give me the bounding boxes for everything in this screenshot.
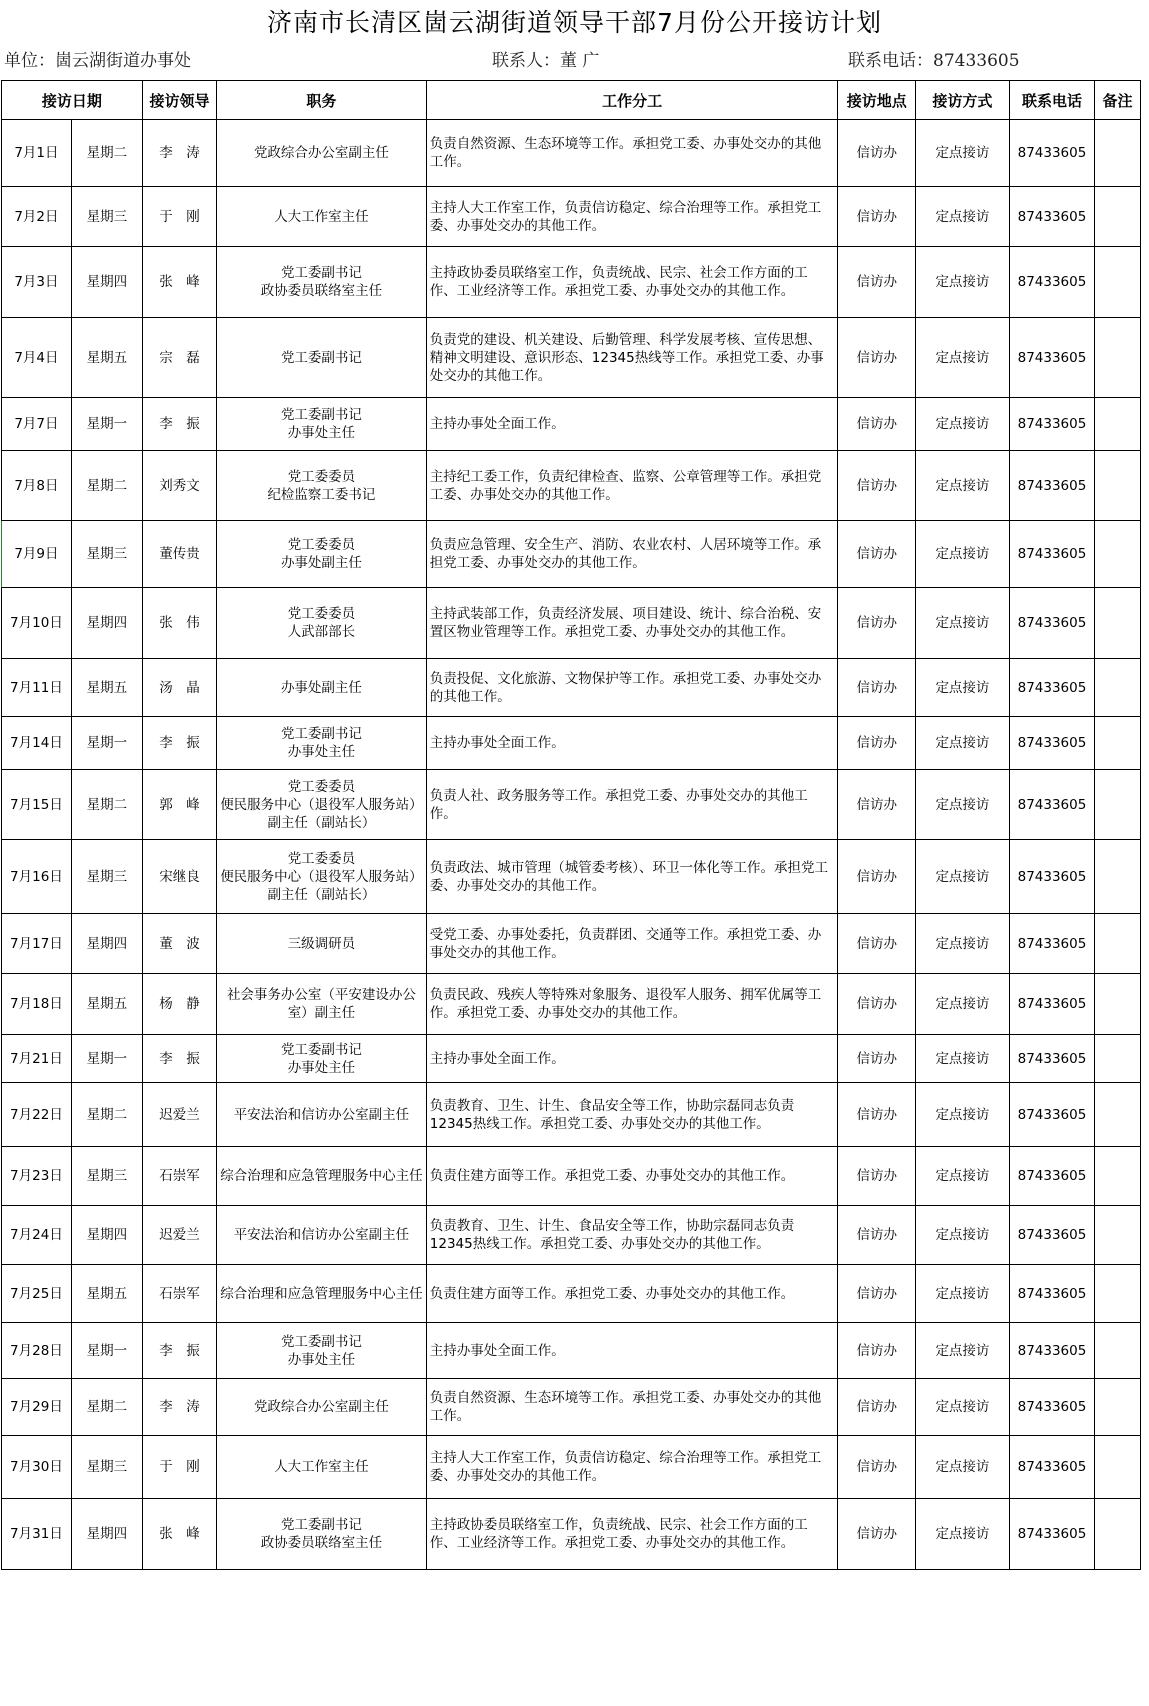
date-cell: 7月23日 bbox=[2, 1147, 72, 1206]
leader-cell: 杨 静 bbox=[142, 974, 216, 1035]
date-cell: 7月25日 bbox=[2, 1265, 72, 1323]
note-cell bbox=[1095, 398, 1141, 451]
phone-cell: 87433605 bbox=[1009, 1436, 1094, 1499]
position-cell: 平安法治和信访办公室副主任 bbox=[217, 1206, 427, 1265]
phone-cell: 87433605 bbox=[1009, 840, 1094, 914]
table-row bbox=[2, 318, 1141, 398]
date-cell: 7月16日 bbox=[2, 840, 72, 914]
table-row bbox=[2, 588, 1141, 659]
date-cell: 7月3日 bbox=[2, 247, 72, 318]
place-cell: 信访办 bbox=[838, 1206, 916, 1265]
note-cell bbox=[1095, 521, 1141, 588]
date-cell: 7月11日 bbox=[2, 659, 72, 717]
position-cell: 人大工作室主任 bbox=[217, 187, 427, 247]
weekday-cell: 星期五 bbox=[71, 318, 142, 398]
weekday-cell: 星期一 bbox=[71, 1323, 142, 1379]
weekday-cell: 星期三 bbox=[71, 1147, 142, 1206]
weekday-cell: 星期五 bbox=[71, 1265, 142, 1323]
table-row bbox=[2, 187, 1141, 247]
note-cell bbox=[1095, 1083, 1141, 1147]
method-cell: 定点接访 bbox=[915, 120, 1009, 187]
leader-cell: 董传贵 bbox=[142, 521, 216, 588]
leader-cell: 宗 磊 bbox=[142, 318, 216, 398]
phone-cell: 87433605 bbox=[1009, 318, 1094, 398]
note-cell bbox=[1095, 840, 1141, 914]
leader-cell: 刘秀文 bbox=[142, 451, 216, 521]
place-cell: 信访办 bbox=[838, 1265, 916, 1323]
phone-cell: 87433605 bbox=[1009, 974, 1094, 1035]
phone-cell: 87433605 bbox=[1009, 521, 1094, 588]
method-cell: 定点接访 bbox=[915, 1323, 1009, 1379]
note-cell bbox=[1095, 1379, 1141, 1436]
position-cell: 党工委委员 人武部部长 bbox=[217, 588, 427, 659]
duty-cell: 负责应急管理、安全生产、消防、农业农村、人居环境等工作。承担党工委、办事处交办的其他工作。 bbox=[426, 521, 838, 588]
table-row bbox=[2, 974, 1141, 1035]
place-cell: 信访办 bbox=[838, 717, 916, 770]
table-row bbox=[2, 717, 1141, 770]
weekday-cell: 星期五 bbox=[71, 974, 142, 1035]
duty-cell: 负责教育、卫生、计生、食品安全等工作，协助宗磊同志负责12345热线工作。承担党工委、办事处交办的其他工作。 bbox=[426, 1206, 838, 1265]
duty-cell: 主持政协委员联络室工作，负责统战、民宗、社会工作方面的工作、工业经济等工作。承担党工委、办事处交办的其他工作。 bbox=[426, 1499, 838, 1570]
method-cell: 定点接访 bbox=[915, 1499, 1009, 1570]
note-cell bbox=[1095, 187, 1141, 247]
duty-cell: 主持办事处全面工作。 bbox=[426, 398, 838, 451]
weekday-cell: 星期四 bbox=[71, 247, 142, 318]
duty-cell: 负责投促、文化旅游、文物保护等工作。承担党工委、办事处交办的其他工作。 bbox=[426, 659, 838, 717]
weekday-cell: 星期二 bbox=[71, 1083, 142, 1147]
duty-cell: 负责教育、卫生、计生、食品安全等工作，协助宗磊同志负责12345热线工作。承担党工委、办事处交办的其他工作。 bbox=[426, 1083, 838, 1147]
header-method: 接访方式 bbox=[915, 81, 1009, 120]
table-row bbox=[2, 398, 1141, 451]
date-cell: 7月14日 bbox=[2, 717, 72, 770]
duty-cell: 负责党的建设、机关建设、后勤管理、科学发展考核、宣传思想、精神文明建设、意识形态、12345热线等工作。承担党工委、办事处交办的其他工作。 bbox=[426, 318, 838, 398]
method-cell: 定点接访 bbox=[915, 1436, 1009, 1499]
note-cell bbox=[1095, 717, 1141, 770]
method-cell: 定点接访 bbox=[915, 914, 1009, 974]
place-cell: 信访办 bbox=[838, 318, 916, 398]
date-cell: 7月24日 bbox=[2, 1206, 72, 1265]
place-cell: 信访办 bbox=[838, 840, 916, 914]
position-cell: 党工委副书记 办事处主任 bbox=[217, 1323, 427, 1379]
phone-cell: 87433605 bbox=[1009, 1147, 1094, 1206]
table-row bbox=[2, 914, 1141, 974]
phone-cell: 87433605 bbox=[1009, 187, 1094, 247]
phone-cell: 87433605 bbox=[1009, 914, 1094, 974]
position-cell: 人大工作室主任 bbox=[217, 1436, 427, 1499]
table-header-row bbox=[2, 81, 1141, 120]
weekday-cell: 星期五 bbox=[71, 659, 142, 717]
table-row bbox=[2, 1379, 1141, 1436]
position-cell: 党政综合办公室副主任 bbox=[217, 120, 427, 187]
method-cell: 定点接访 bbox=[915, 770, 1009, 840]
duty-cell: 主持办事处全面工作。 bbox=[426, 717, 838, 770]
table-row bbox=[2, 247, 1141, 318]
table-row bbox=[2, 451, 1141, 521]
weekday-cell: 星期三 bbox=[71, 521, 142, 588]
date-cell: 7月29日 bbox=[2, 1379, 72, 1436]
method-cell: 定点接访 bbox=[915, 840, 1009, 914]
reception-schedule-table bbox=[1, 80, 1141, 1570]
leader-cell: 于 刚 bbox=[142, 187, 216, 247]
leader-cell: 李 振 bbox=[142, 1323, 216, 1379]
date-cell: 7月28日 bbox=[2, 1323, 72, 1379]
position-cell: 党工委副书记 bbox=[217, 318, 427, 398]
position-cell: 党政综合办公室副主任 bbox=[217, 1379, 427, 1436]
table-row bbox=[2, 521, 1141, 588]
leader-cell: 李 振 bbox=[142, 717, 216, 770]
place-cell: 信访办 bbox=[838, 521, 916, 588]
date-cell: 7月8日 bbox=[2, 451, 72, 521]
place-cell: 信访办 bbox=[838, 187, 916, 247]
note-cell bbox=[1095, 1206, 1141, 1265]
phone-cell: 87433605 bbox=[1009, 588, 1094, 659]
place-cell: 信访办 bbox=[838, 1035, 916, 1083]
place-cell: 信访办 bbox=[838, 451, 916, 521]
method-cell: 定点接访 bbox=[915, 1147, 1009, 1206]
weekday-cell: 星期一 bbox=[71, 398, 142, 451]
phone-cell: 87433605 bbox=[1009, 659, 1094, 717]
table-row bbox=[2, 1035, 1141, 1083]
place-cell: 信访办 bbox=[838, 1499, 916, 1570]
leader-cell: 李 振 bbox=[142, 398, 216, 451]
weekday-cell: 星期三 bbox=[71, 187, 142, 247]
weekday-cell: 星期一 bbox=[71, 717, 142, 770]
contact-phone: 联系电话：87433605 bbox=[848, 51, 1020, 71]
table-row bbox=[2, 659, 1141, 717]
header-place: 接访地点 bbox=[838, 81, 916, 120]
table-row bbox=[2, 840, 1141, 914]
weekday-cell: 星期三 bbox=[71, 840, 142, 914]
method-cell: 定点接访 bbox=[915, 451, 1009, 521]
leader-cell: 李 振 bbox=[142, 1035, 216, 1083]
leader-cell: 张 峰 bbox=[142, 1499, 216, 1570]
place-cell: 信访办 bbox=[838, 974, 916, 1035]
duty-cell: 受党工委、办事处委托，负责群团、交通等工作。承担党工委、办事处交办的其他工作。 bbox=[426, 914, 838, 974]
position-cell: 社会事务办公室（平安建设办公室）副主任 bbox=[217, 974, 427, 1035]
phone-cell: 87433605 bbox=[1009, 1499, 1094, 1570]
leader-cell: 李 涛 bbox=[142, 1379, 216, 1436]
note-cell bbox=[1095, 1323, 1141, 1379]
note-cell bbox=[1095, 318, 1141, 398]
weekday-cell: 星期一 bbox=[71, 1035, 142, 1083]
date-cell: 7月21日 bbox=[2, 1035, 72, 1083]
position-cell: 党工委副书记 政协委员联络室主任 bbox=[217, 1499, 427, 1570]
unit-label: 单位：崮云湖街道办事处 bbox=[4, 51, 191, 71]
method-cell: 定点接访 bbox=[915, 187, 1009, 247]
position-cell: 党工委委员 办事处副主任 bbox=[217, 521, 427, 588]
weekday-cell: 星期二 bbox=[71, 120, 142, 187]
note-cell bbox=[1095, 974, 1141, 1035]
note-cell bbox=[1095, 1436, 1141, 1499]
weekday-cell: 星期二 bbox=[71, 770, 142, 840]
duty-cell: 主持纪工委工作，负责纪律检查、监察、公章管理等工作。承担党工委、办事处交办的其他工作。 bbox=[426, 451, 838, 521]
date-cell: 7月9日 bbox=[2, 521, 72, 588]
note-cell bbox=[1095, 659, 1141, 717]
place-cell: 信访办 bbox=[838, 1147, 916, 1206]
date-cell: 7月1日 bbox=[2, 120, 72, 187]
place-cell: 信访办 bbox=[838, 1379, 916, 1436]
place-cell: 信访办 bbox=[838, 398, 916, 451]
place-cell: 信访办 bbox=[838, 247, 916, 318]
date-cell: 7月4日 bbox=[2, 318, 72, 398]
header-phone: 联系电话 bbox=[1009, 81, 1094, 120]
note-cell bbox=[1095, 770, 1141, 840]
phone-cell: 87433605 bbox=[1009, 717, 1094, 770]
leader-cell: 张 峰 bbox=[142, 247, 216, 318]
table-row bbox=[2, 1083, 1141, 1147]
position-cell: 办事处副主任 bbox=[217, 659, 427, 717]
leader-cell: 迟爱兰 bbox=[142, 1083, 216, 1147]
duty-cell: 负责政法、城市管理（城管委考核）、环卫一体化等工作。承担党工委、办事处交办的其他工作。 bbox=[426, 840, 838, 914]
table-row bbox=[2, 1323, 1141, 1379]
position-cell: 党工委委员 便民服务中心（退役军人服务站）副主任（副站长） bbox=[217, 770, 427, 840]
position-cell: 综合治理和应急管理服务中心主任 bbox=[217, 1147, 427, 1206]
leader-cell: 李 涛 bbox=[142, 120, 216, 187]
duty-cell: 主持武装部工作，负责经济发展、项目建设、统计、综合治税、安置区物业管理等工作。承担党工委、办事处交办的其他工作。 bbox=[426, 588, 838, 659]
header-duty: 工作分工 bbox=[426, 81, 838, 120]
position-cell: 党工委副书记 政协委员联络室主任 bbox=[217, 247, 427, 318]
phone-cell: 87433605 bbox=[1009, 1323, 1094, 1379]
phone-cell: 87433605 bbox=[1009, 1379, 1094, 1436]
header-note: 备注 bbox=[1095, 81, 1141, 120]
position-cell: 党工委副书记 办事处主任 bbox=[217, 717, 427, 770]
place-cell: 信访办 bbox=[838, 770, 916, 840]
place-cell: 信访办 bbox=[838, 1436, 916, 1499]
leader-cell: 宋继良 bbox=[142, 840, 216, 914]
position-cell: 党工委委员 纪检监察工委书记 bbox=[217, 451, 427, 521]
duty-cell: 主持政协委员联络室工作，负责统战、民宗、社会工作方面的工作、工业经济等工作。承担党工委、办事处交办的其他工作。 bbox=[426, 247, 838, 318]
leader-cell: 董 波 bbox=[142, 914, 216, 974]
date-cell: 7月22日 bbox=[2, 1083, 72, 1147]
phone-cell: 87433605 bbox=[1009, 451, 1094, 521]
method-cell: 定点接访 bbox=[915, 1379, 1009, 1436]
note-cell bbox=[1095, 1499, 1141, 1570]
phone-cell: 87433605 bbox=[1009, 247, 1094, 318]
duty-cell: 主持人大工作室工作，负责信访稳定、综合治理等工作。承担党工委、办事处交办的其他工作。 bbox=[426, 1436, 838, 1499]
date-cell: 7月10日 bbox=[2, 588, 72, 659]
weekday-cell: 星期三 bbox=[71, 1436, 142, 1499]
table-row bbox=[2, 1147, 1141, 1206]
weekday-cell: 星期二 bbox=[71, 1379, 142, 1436]
header-leader: 接访领导 bbox=[142, 81, 216, 120]
table-row bbox=[2, 1206, 1141, 1265]
duty-cell: 负责人社、政务服务等工作。承担党工委、办事处交办的其他工作。 bbox=[426, 770, 838, 840]
duty-cell: 主持办事处全面工作。 bbox=[426, 1323, 838, 1379]
method-cell: 定点接访 bbox=[915, 1265, 1009, 1323]
place-cell: 信访办 bbox=[838, 659, 916, 717]
note-cell bbox=[1095, 451, 1141, 521]
leader-cell: 迟爱兰 bbox=[142, 1206, 216, 1265]
leader-cell: 张 伟 bbox=[142, 588, 216, 659]
phone-cell: 87433605 bbox=[1009, 770, 1094, 840]
phone-cell: 87433605 bbox=[1009, 1265, 1094, 1323]
phone-cell: 87433605 bbox=[1009, 398, 1094, 451]
position-cell: 平安法治和信访办公室副主任 bbox=[217, 1083, 427, 1147]
method-cell: 定点接访 bbox=[915, 521, 1009, 588]
date-cell: 7月7日 bbox=[2, 398, 72, 451]
date-cell: 7月31日 bbox=[2, 1499, 72, 1570]
note-cell bbox=[1095, 914, 1141, 974]
duty-cell: 主持人大工作室工作，负责信访稳定、综合治理等工作。承担党工委、办事处交办的其他工作。 bbox=[426, 187, 838, 247]
weekday-cell: 星期四 bbox=[71, 914, 142, 974]
weekday-cell: 星期四 bbox=[71, 1499, 142, 1570]
note-cell bbox=[1095, 588, 1141, 659]
date-cell: 7月18日 bbox=[2, 974, 72, 1035]
leader-cell: 石崇军 bbox=[142, 1147, 216, 1206]
weekday-cell: 星期二 bbox=[71, 451, 142, 521]
note-cell bbox=[1095, 247, 1141, 318]
place-cell: 信访办 bbox=[838, 1083, 916, 1147]
duty-cell: 负责住建方面等工作。承担党工委、办事处交办的其他工作。 bbox=[426, 1147, 838, 1206]
method-cell: 定点接访 bbox=[915, 659, 1009, 717]
phone-cell: 87433605 bbox=[1009, 1035, 1094, 1083]
position-cell: 三级调研员 bbox=[217, 914, 427, 974]
place-cell: 信访办 bbox=[838, 914, 916, 974]
date-cell: 7月15日 bbox=[2, 770, 72, 840]
date-cell: 7月2日 bbox=[2, 187, 72, 247]
method-cell: 定点接访 bbox=[915, 588, 1009, 659]
table-row bbox=[2, 1436, 1141, 1499]
table-row bbox=[2, 770, 1141, 840]
phone-cell: 87433605 bbox=[1009, 120, 1094, 187]
page-title: 济南市长清区崮云湖街道领导干部7月份公开接访计划 bbox=[267, 8, 882, 37]
phone-cell: 87433605 bbox=[1009, 1206, 1094, 1265]
method-cell: 定点接访 bbox=[915, 1083, 1009, 1147]
leader-cell: 郭 峰 bbox=[142, 770, 216, 840]
method-cell: 定点接访 bbox=[915, 1206, 1009, 1265]
method-cell: 定点接访 bbox=[915, 1035, 1009, 1083]
duty-cell: 负责自然资源、生态环境等工作。承担党工委、办事处交办的其他工作。 bbox=[426, 1379, 838, 1436]
method-cell: 定点接访 bbox=[915, 717, 1009, 770]
position-cell: 党工委副书记 办事处主任 bbox=[217, 1035, 427, 1083]
method-cell: 定点接访 bbox=[915, 974, 1009, 1035]
method-cell: 定点接访 bbox=[915, 318, 1009, 398]
table-row bbox=[2, 1265, 1141, 1323]
position-cell: 综合治理和应急管理服务中心主任 bbox=[217, 1265, 427, 1323]
place-cell: 信访办 bbox=[838, 1323, 916, 1379]
phone-cell: 87433605 bbox=[1009, 1083, 1094, 1147]
duty-cell: 负责住建方面等工作。承担党工委、办事处交办的其他工作。 bbox=[426, 1265, 838, 1323]
note-cell bbox=[1095, 1147, 1141, 1206]
header-position: 职务 bbox=[217, 81, 427, 120]
place-cell: 信访办 bbox=[838, 120, 916, 187]
method-cell: 定点接访 bbox=[915, 247, 1009, 318]
table-row bbox=[2, 1499, 1141, 1570]
weekday-cell: 星期四 bbox=[71, 588, 142, 659]
leader-cell: 于 刚 bbox=[142, 1436, 216, 1499]
place-cell: 信访办 bbox=[838, 588, 916, 659]
duty-cell: 主持办事处全面工作。 bbox=[426, 1035, 838, 1083]
note-cell bbox=[1095, 120, 1141, 187]
note-cell bbox=[1095, 1265, 1141, 1323]
leader-cell: 石崇军 bbox=[142, 1265, 216, 1323]
header-date: 接访日期 bbox=[2, 81, 143, 120]
position-cell: 党工委委员 便民服务中心（退役军人服务站）副主任（副站长） bbox=[217, 840, 427, 914]
method-cell: 定点接访 bbox=[915, 398, 1009, 451]
duty-cell: 负责自然资源、生态环境等工作。承担党工委、办事处交办的其他工作。 bbox=[426, 120, 838, 187]
date-cell: 7月30日 bbox=[2, 1436, 72, 1499]
duty-cell: 负责民政、残疾人等特殊对象服务、退役军人服务、拥军优属等工作。承担党工委、办事处交办的其他工作。 bbox=[426, 974, 838, 1035]
date-cell: 7月17日 bbox=[2, 914, 72, 974]
position-cell: 党工委副书记 办事处主任 bbox=[217, 398, 427, 451]
note-cell bbox=[1095, 1035, 1141, 1083]
contact-person: 联系人：董 广 bbox=[492, 51, 600, 71]
weekday-cell: 星期四 bbox=[71, 1206, 142, 1265]
table-row bbox=[2, 120, 1141, 187]
leader-cell: 汤 晶 bbox=[142, 659, 216, 717]
